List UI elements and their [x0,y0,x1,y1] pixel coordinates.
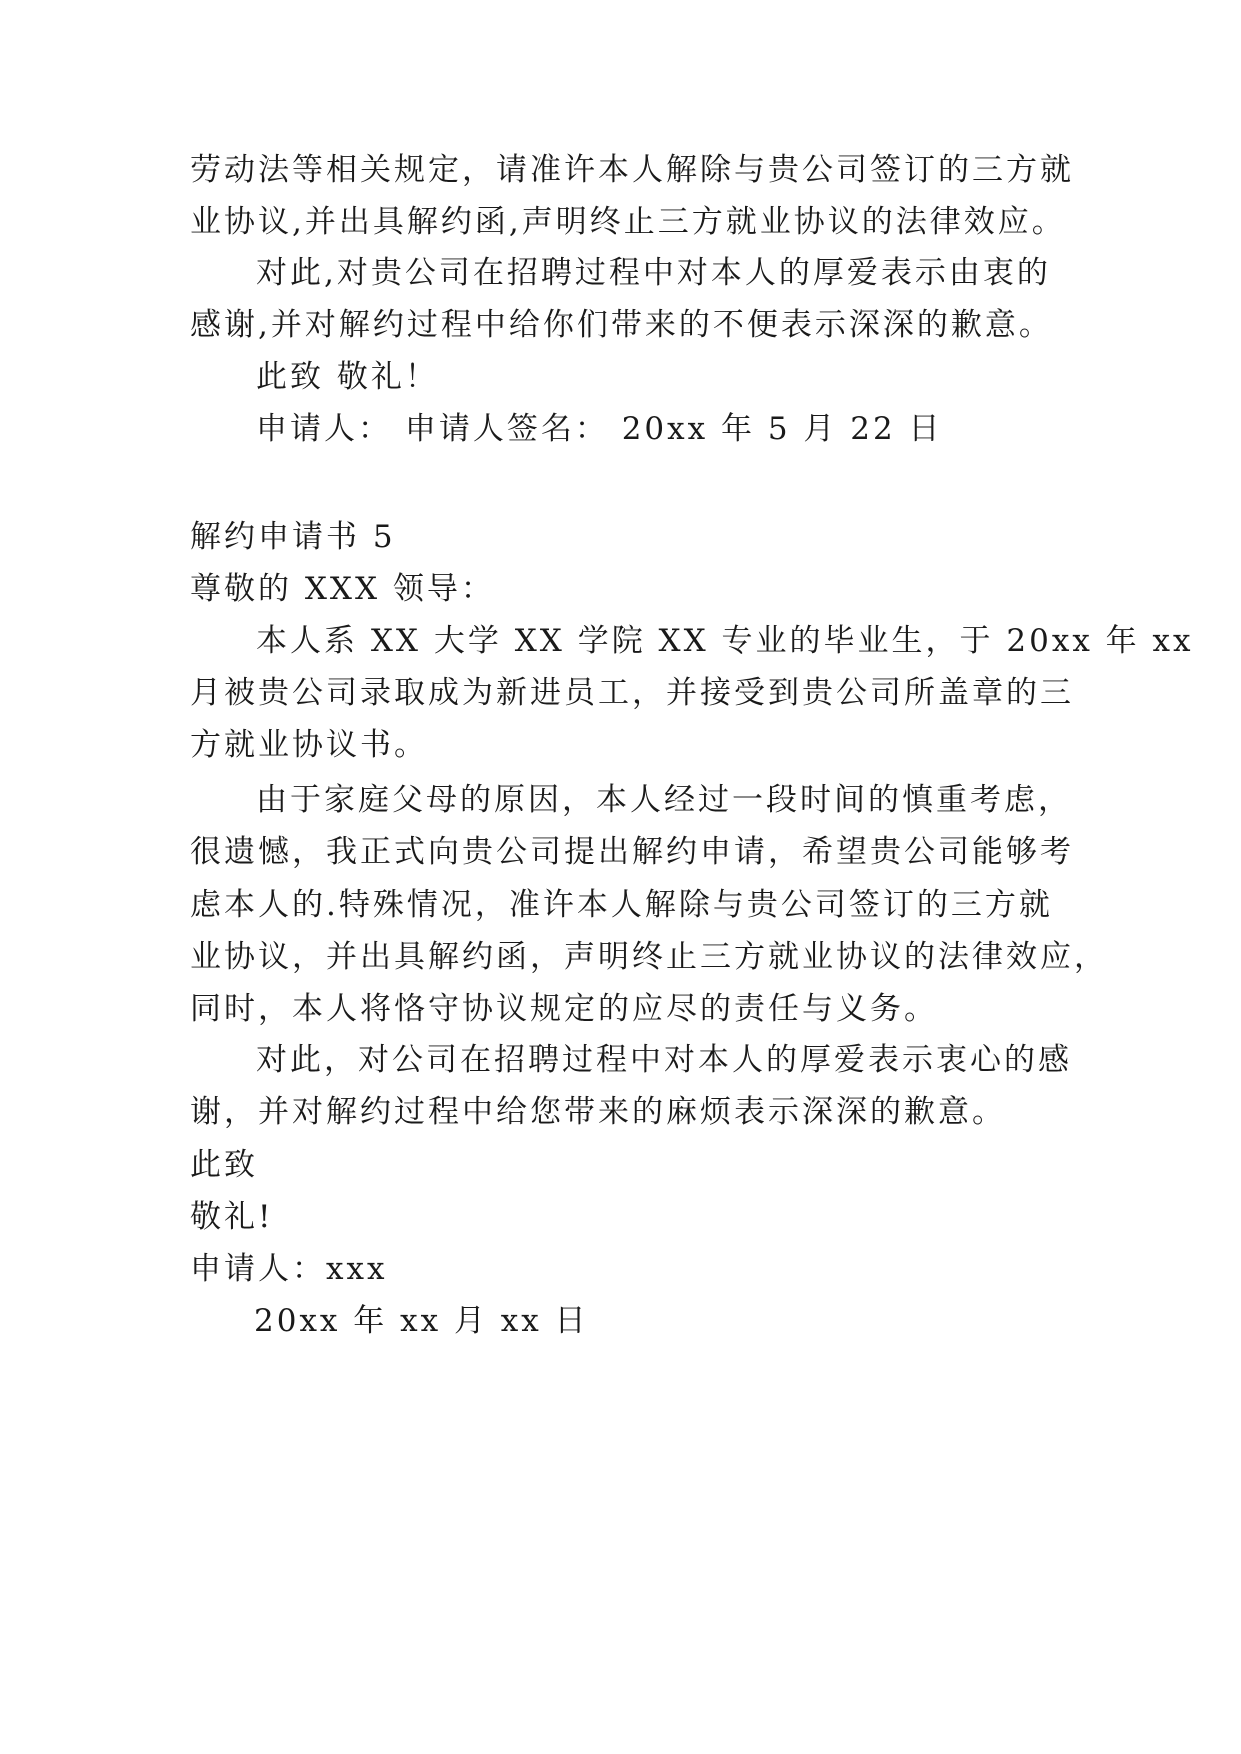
signature-line: 申请人： 申请人签名： 20xx 年 5 月 22 日 [256,411,943,447]
paragraph-line: 很遗憾，我正式向贵公司提出解约申请，希望贵公司能够考 [190,834,1074,870]
salutation: 尊敬的 XXX 领导： [190,571,495,607]
paragraph-line: 虑本人的.特殊情况，准许本人解除与贵公司签订的三方就 [190,887,1053,923]
closing-line: 此致 敬礼！ [256,359,439,395]
paragraph-line: 对此，对公司在招聘过程中对本人的厚爱表示衷心的感 [256,1042,1072,1078]
paragraph-line: 业协议,并出具解约函,声明终止三方就业协议的法律效应。 [190,204,1066,240]
paragraph-line: 同时，本人将恪守协议规定的应尽的责任与义务。 [190,991,938,1027]
paragraph-line: 劳动法等相关规定，请准许本人解除与贵公司签订的三方就 [190,152,1074,188]
section-title: 解约申请书 5 [190,519,396,555]
paragraph-line: 谢，并对解约过程中给您带来的麻烦表示深深的歉意。 [190,1094,1006,1130]
paragraph-line: 对此,对贵公司在招聘过程中对本人的厚爱表示由衷的 [256,255,1051,291]
paragraph-line: 由于家庭父母的原因，本人经过一段时间的慎重考虑， [256,782,1072,818]
closing-line: 敬礼! [190,1199,274,1235]
paragraph-line: 本人系 XX 大学 XX 学院 XX 专业的毕业生，于 20xx 年 xx [256,623,1194,659]
date-line: 20xx 年 xx 月 xx 日 [254,1303,589,1339]
paragraph-line: 感谢,并对解约过程中给你们带来的不便表示深深的歉意。 [190,307,1053,343]
paragraph-line: 月被贵公司录取成为新进员工，并接受到贵公司所盖章的三 [190,675,1074,711]
closing-line: 此致 [190,1147,258,1183]
paragraph-line: 方就业协议书。 [190,727,428,763]
applicant-line: 申请人：xxx [190,1251,388,1287]
paragraph-line: 业协议，并出具解约函，声明终止三方就业协议的法律效应， [190,939,1108,975]
